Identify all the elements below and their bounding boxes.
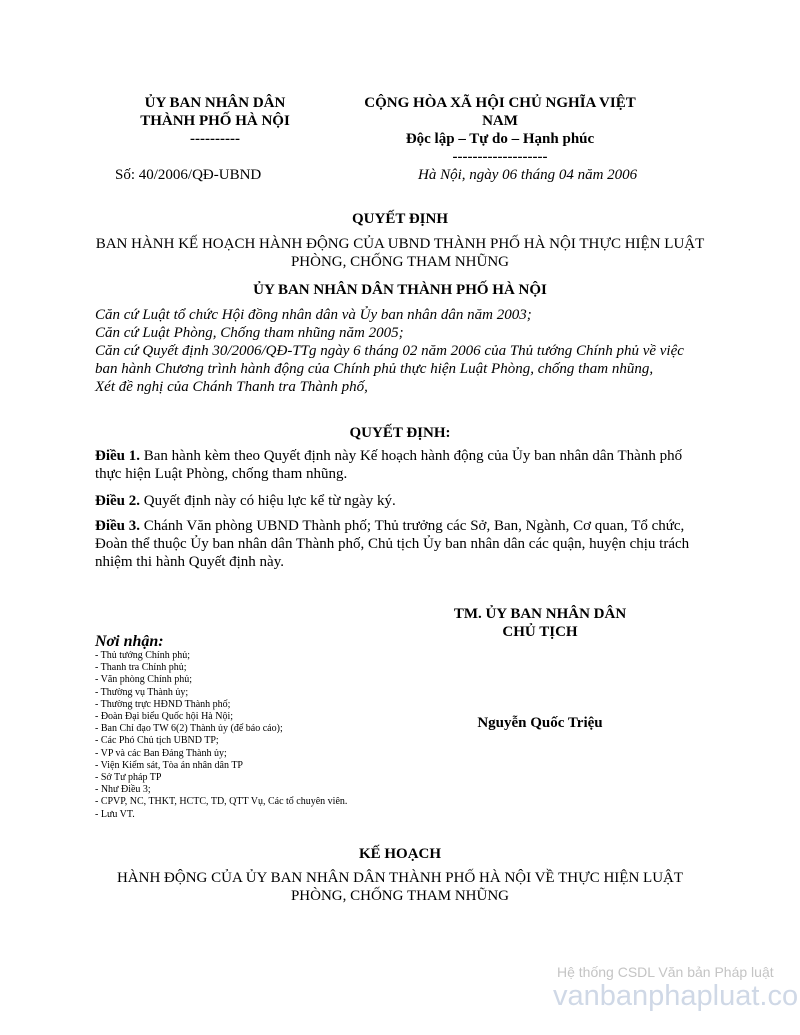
decision-subject: BAN HÀNH KẾ HOẠCH HÀNH ĐỘNG CỦA UBND THÀNH PHỐ HÀ NỘI THỰC HIỆN LUẬT PHÒNG, CHỐNG THAM NHŨNG [95, 236, 705, 270]
article-2 [95, 492, 695, 510]
agency-name-line1: ỦY BAN NHÂN DÂN [144, 95, 286, 111]
list-item: - Thủ tướng Chính phủ; [95, 650, 190, 661]
national-header [318, 94, 682, 166]
list-item: - Thường vụ Thành ủy; [95, 686, 189, 698]
preamble-line: Xét đề nghị của Chánh Thanh tra Thành phố, [95, 379, 368, 395]
national-motto: Độc lập – Tự do – Hạnh phúc [405, 131, 595, 147]
article-text: Quyết định này có hiệu lực kể từ ngày ký. [140, 493, 396, 509]
list-item: - Các Phó Chủ tịch UBND TP; [95, 735, 219, 747]
recipients-label: Nơi nhận: [95, 633, 164, 650]
agency-rule: ---------- [190, 131, 240, 147]
article-1 [95, 447, 695, 483]
decides-heading: QUYẾT ĐỊNH: [349, 425, 451, 441]
decision-title: QUYẾT ĐỊNH [352, 211, 448, 227]
list-item: - Thường trực HĐND Thành phố; [95, 698, 231, 710]
preamble-line: Căn cứ Luật tổ chức Hội đồng nhân dân và Ủy ban nhân dân năm 2003; [95, 307, 532, 323]
motto-rule: ------------------- [452, 149, 548, 165]
article-text: Chánh Văn phòng UBND Thành phố; Thủ trưởng các Sở, Ban, Ngành, Cơ quan, Tổ chức, Đoàn thể thuộc Ủy ban nhân dân Thành phố, Chủ tịch Ủy ban nhân dân các quận, huyện chịu trách nhiệm thi hành Quyết định này. [95, 518, 690, 570]
preamble-line: Căn cứ Quyết định 30/2006/QĐ-TTg ngày 6 tháng 02 năm 2006 của Thủ tướng Chính phủ về việc ban hành Chương trình hành động của Chính phủ thực hiện Luật Phòng, chống tham nhũng, [95, 343, 684, 377]
country-name-line2: NAM [482, 113, 518, 129]
list-item: - Sở Tư pháp TP [95, 772, 162, 784]
signature-role-line1: TM. ỦY BAN NHÂN DÂN [453, 606, 627, 622]
list-item: - Ban Chỉ đạo TW 6(2) Thành ủy (để báo cáo); [95, 723, 283, 735]
signature-block [420, 605, 660, 641]
signature-role-line2: CHỦ TỊCH [502, 624, 578, 640]
watermark-site: vanbanphapluat.co [553, 980, 799, 1012]
plan-subject: HÀNH ĐỘNG CỦA ỦY BAN NHÂN DÂN THÀNH PHỐ HÀ NỘI VỀ THỰC HIỆN LUẬT PHÒNG, CHỐNG THAM NHŨNG [116, 870, 684, 904]
article-label: Điều 3. [95, 518, 140, 534]
decision-issuer: ỦY BAN NHÂN DÂN THÀNH PHỐ HÀ NỘI [253, 282, 547, 298]
agency-header [95, 94, 335, 148]
list-item: - VP và các Ban Đảng Thành ủy; [95, 747, 227, 759]
article-3 [95, 517, 695, 571]
preamble [95, 306, 685, 396]
plan-title: KẾ HOẠCH [358, 846, 442, 862]
issue-date: Hà Nội, ngày 06 tháng 04 năm 2006 [418, 167, 638, 183]
list-item: - Viện Kiểm sát, Tòa án nhân dân TP [95, 759, 243, 771]
country-name-line1: CỘNG HÒA XÃ HỘI CHỦ NGHĨA VIỆT [364, 95, 636, 111]
article-label: Điều 2. [95, 493, 140, 509]
watermark-caption: Hệ thống CSDL Văn bản Pháp luật [557, 964, 774, 980]
preamble-line: Căn cứ Luật Phòng, Chống tham nhũng năm 2005; [95, 325, 404, 341]
agency-name-line2: THÀNH PHỐ HÀ NỘI [140, 113, 290, 129]
document-number: Số: 40/2006/QĐ-UBND [115, 167, 262, 183]
article-text: Ban hành kèm theo Quyết định này Kế hoạch hành động của Ủy ban nhân dân Thành phố thực hiện Luật Phòng, chống tham nhũng. [95, 448, 683, 482]
list-item: - Lưu VT. [95, 808, 135, 820]
list-item: - Văn phòng Chính phủ; [95, 674, 193, 686]
article-label: Điều 1. [95, 448, 140, 464]
list-item: - Như Điều 3; [95, 784, 151, 796]
list-item: - Thanh tra Chính phủ; [95, 662, 187, 674]
recipients-list [95, 650, 415, 821]
list-item: - CPVP, NC, THKT, HCTC, TD, QTT Vụ, Các tổ chuyên viên. [95, 796, 348, 808]
signer-name: Nguyễn Quốc Triệu [477, 715, 603, 731]
list-item: - Đoàn Đại biểu Quốc hội Hà Nội; [95, 711, 234, 723]
